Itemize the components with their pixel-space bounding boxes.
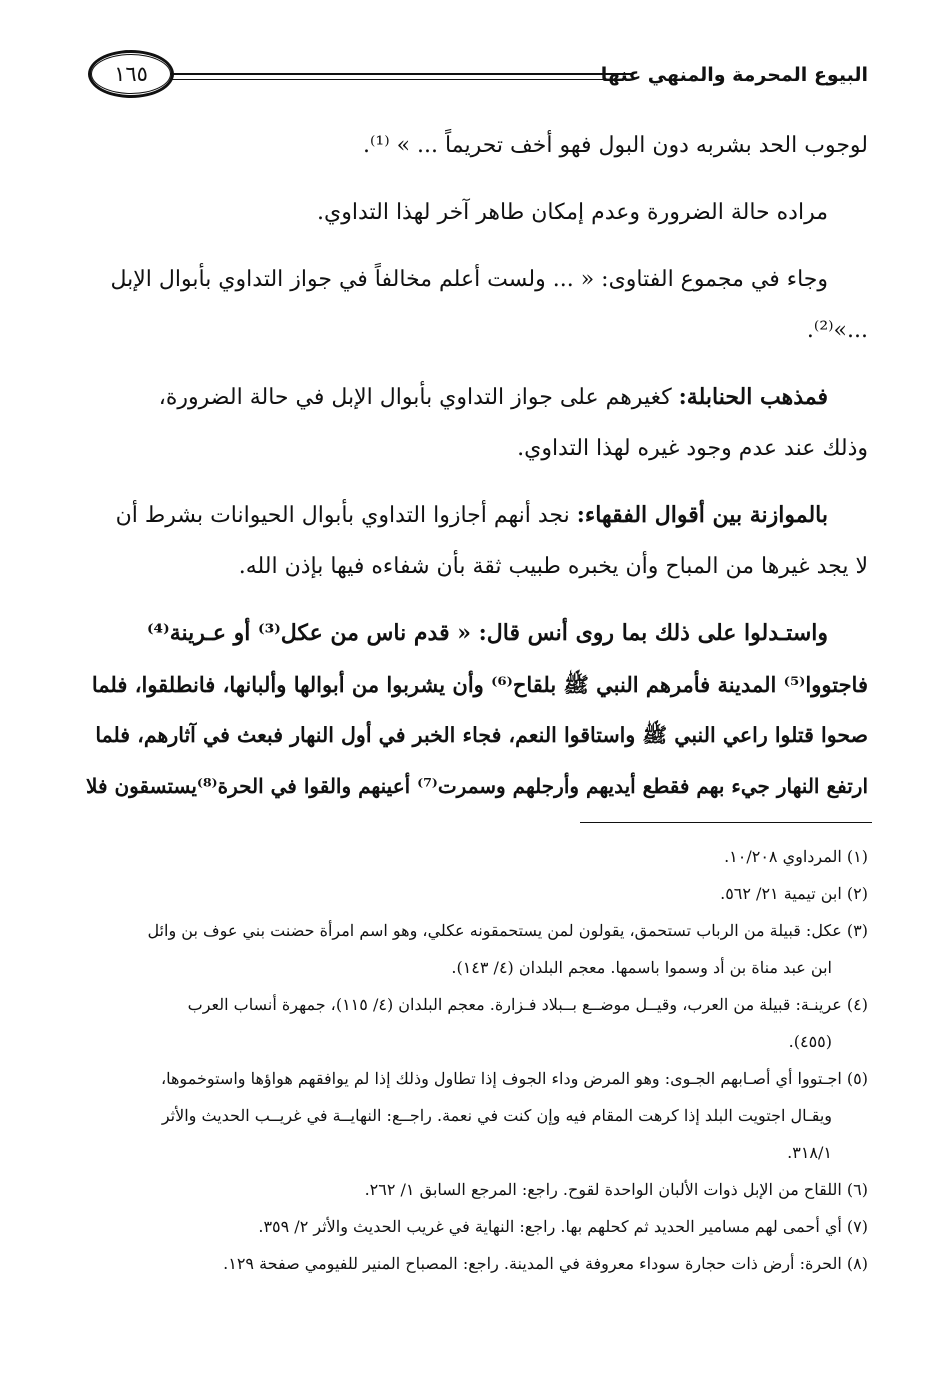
paragraph-4-text-1: كغيرهم على جواز التداوي بأبوال الإبل في حالة الضرورة،: [158, 385, 672, 410]
paragraph-5: [82, 490, 868, 592]
comparison-heading: بالموازنة بين أقوال الفقهاء:: [576, 502, 828, 528]
paragraph-6-line-2: فاجتووا⁽⁵⁾ المدينة فأمرهم النبي ﷺ بلقاح⁽⁶⁾ وأن يشربوا من أبوالها وألبانها، فانطلقوا، فلما: [91, 672, 868, 697]
main-text: [82, 120, 868, 812]
footnote-separator: [580, 822, 872, 823]
paragraph-6-line-3: صحوا قتلوا راعي النبي ﷺ واستاقوا النعم، فجاء الخبر في أول النهار فبعث في آثارهم، فلما: [95, 723, 868, 747]
footnotes: [82, 838, 868, 1282]
page-number: ١٦٥: [91, 54, 171, 94]
paragraph-5-line-1: [82, 490, 868, 541]
footnote-8: (٨) الحرة: أرض ذات حجارة سوداء معروفة في المدينة. راجع: المصباح المنير للفيومي صفحة ١٢٩.: [223, 1254, 868, 1273]
paragraph-5-line-2: لا يجد غيرها من المباح وأن يخبره طبيب ثقة بأن شفاءه فيها بإذن الله.: [238, 554, 868, 579]
hanabila-heading: فمذهب الحنابلة:: [678, 384, 828, 410]
paragraph-2-line: مراده حالة الضرورة وعدم إمكان طاهر آخر لهذا التداوي.: [317, 200, 828, 225]
paragraph-5-text-1: نجد أنهم أجازوا التداوي بأبوال الحيوانات بشرط أن: [115, 503, 570, 528]
paragraph-3: [82, 254, 868, 356]
footnote-2: (٢) ابن تيمية ٢١/ ٥٦٢.: [720, 884, 868, 903]
running-title: البيوع المحرمة والمنهي عنها: [600, 64, 868, 86]
paragraph-2: [82, 187, 868, 238]
footnote-4: (٤) عرينـة: قبيلة من العرب، وقيــل موضــع بــبلاد فـزارة. معجم البلدان (٤/ ١١٥)، جمهرة أنساب العرب (٤٥٥).: [187, 995, 868, 1051]
footnote-5: (٥) اجـتووا أي أصـابهم الجـوى: وهو المرض وداء الجوف إذا تطاول وذلك إذا لم يوافقهم هواؤها واستوخموها، ويقـال اجتويت البلد إذا كرهت المقام فيه وإن كنت في نعمة. راجــع: النهايــة في غريــب الحديث والأثر ٣١٨/١.: [160, 1069, 868, 1162]
paragraph-4-line-1: [82, 372, 868, 423]
paragraph-6-line-1: واستـدلوا على ذلك بما روى أنس قال: « قدم ناس من عكل⁽³⁾ أو عـرينة⁽⁴⁾: [146, 620, 828, 646]
paragraph-6-line-4: ارتفع النهار جيء بهم فقطع أيديهم وأرجلهم وسمرت⁽⁷⁾ أعينهم والقوا في الحرة⁽⁸⁾يستسقون فلا: [86, 774, 868, 798]
footnote-1: (١) المرداوي ١٠/٢٠٨.: [724, 847, 868, 866]
paragraph-1: [82, 120, 868, 171]
footnote-7: (٧) أي أحمى لهم مسامير الحديد ثم كحلهم بها. راجع: النهاية في غريب الحديث والأثر ٢/ ٣٥٩.: [258, 1217, 868, 1236]
paragraph-3-line-1: وجاء في مجموع الفتاوى: « ... ولست أعلم مخالفاً في جواز التداوي بأبوال الإبل: [110, 267, 828, 292]
page-number-badge: [88, 50, 174, 98]
header-rule-thin: [170, 79, 632, 80]
paragraph-4: [82, 372, 868, 474]
paragraph-3-line-2: ...»⁽²⁾.: [806, 318, 868, 343]
paragraph-1-line: لوجوب الحد بشربه دون البول فهو أخف تحريماً ... » ⁽¹⁾.: [362, 133, 868, 158]
header-rule-thick: [170, 73, 632, 75]
footnote-6: (٦) اللقاح من الإبل ذوات الألبان الواحدة لقوح. راجع: المرجع السابق ١/ ٢٦٢.: [364, 1180, 868, 1199]
paragraph-6: [82, 608, 868, 812]
footnote-3: (٣) عكل: قبيلة من الرباب تستحمق، يقولون لمن يستحمقونه عكلي، وهو اسم امرأة حضنت بني عوف بن وائل ابن عبد مناة بن أد وسموا باسمها. معجم البلدان (٤/ ١٤٣).: [147, 921, 868, 977]
paragraph-4-line-2: وذلك عند عدم وجود غيره لهذا التداوي.: [517, 436, 868, 461]
